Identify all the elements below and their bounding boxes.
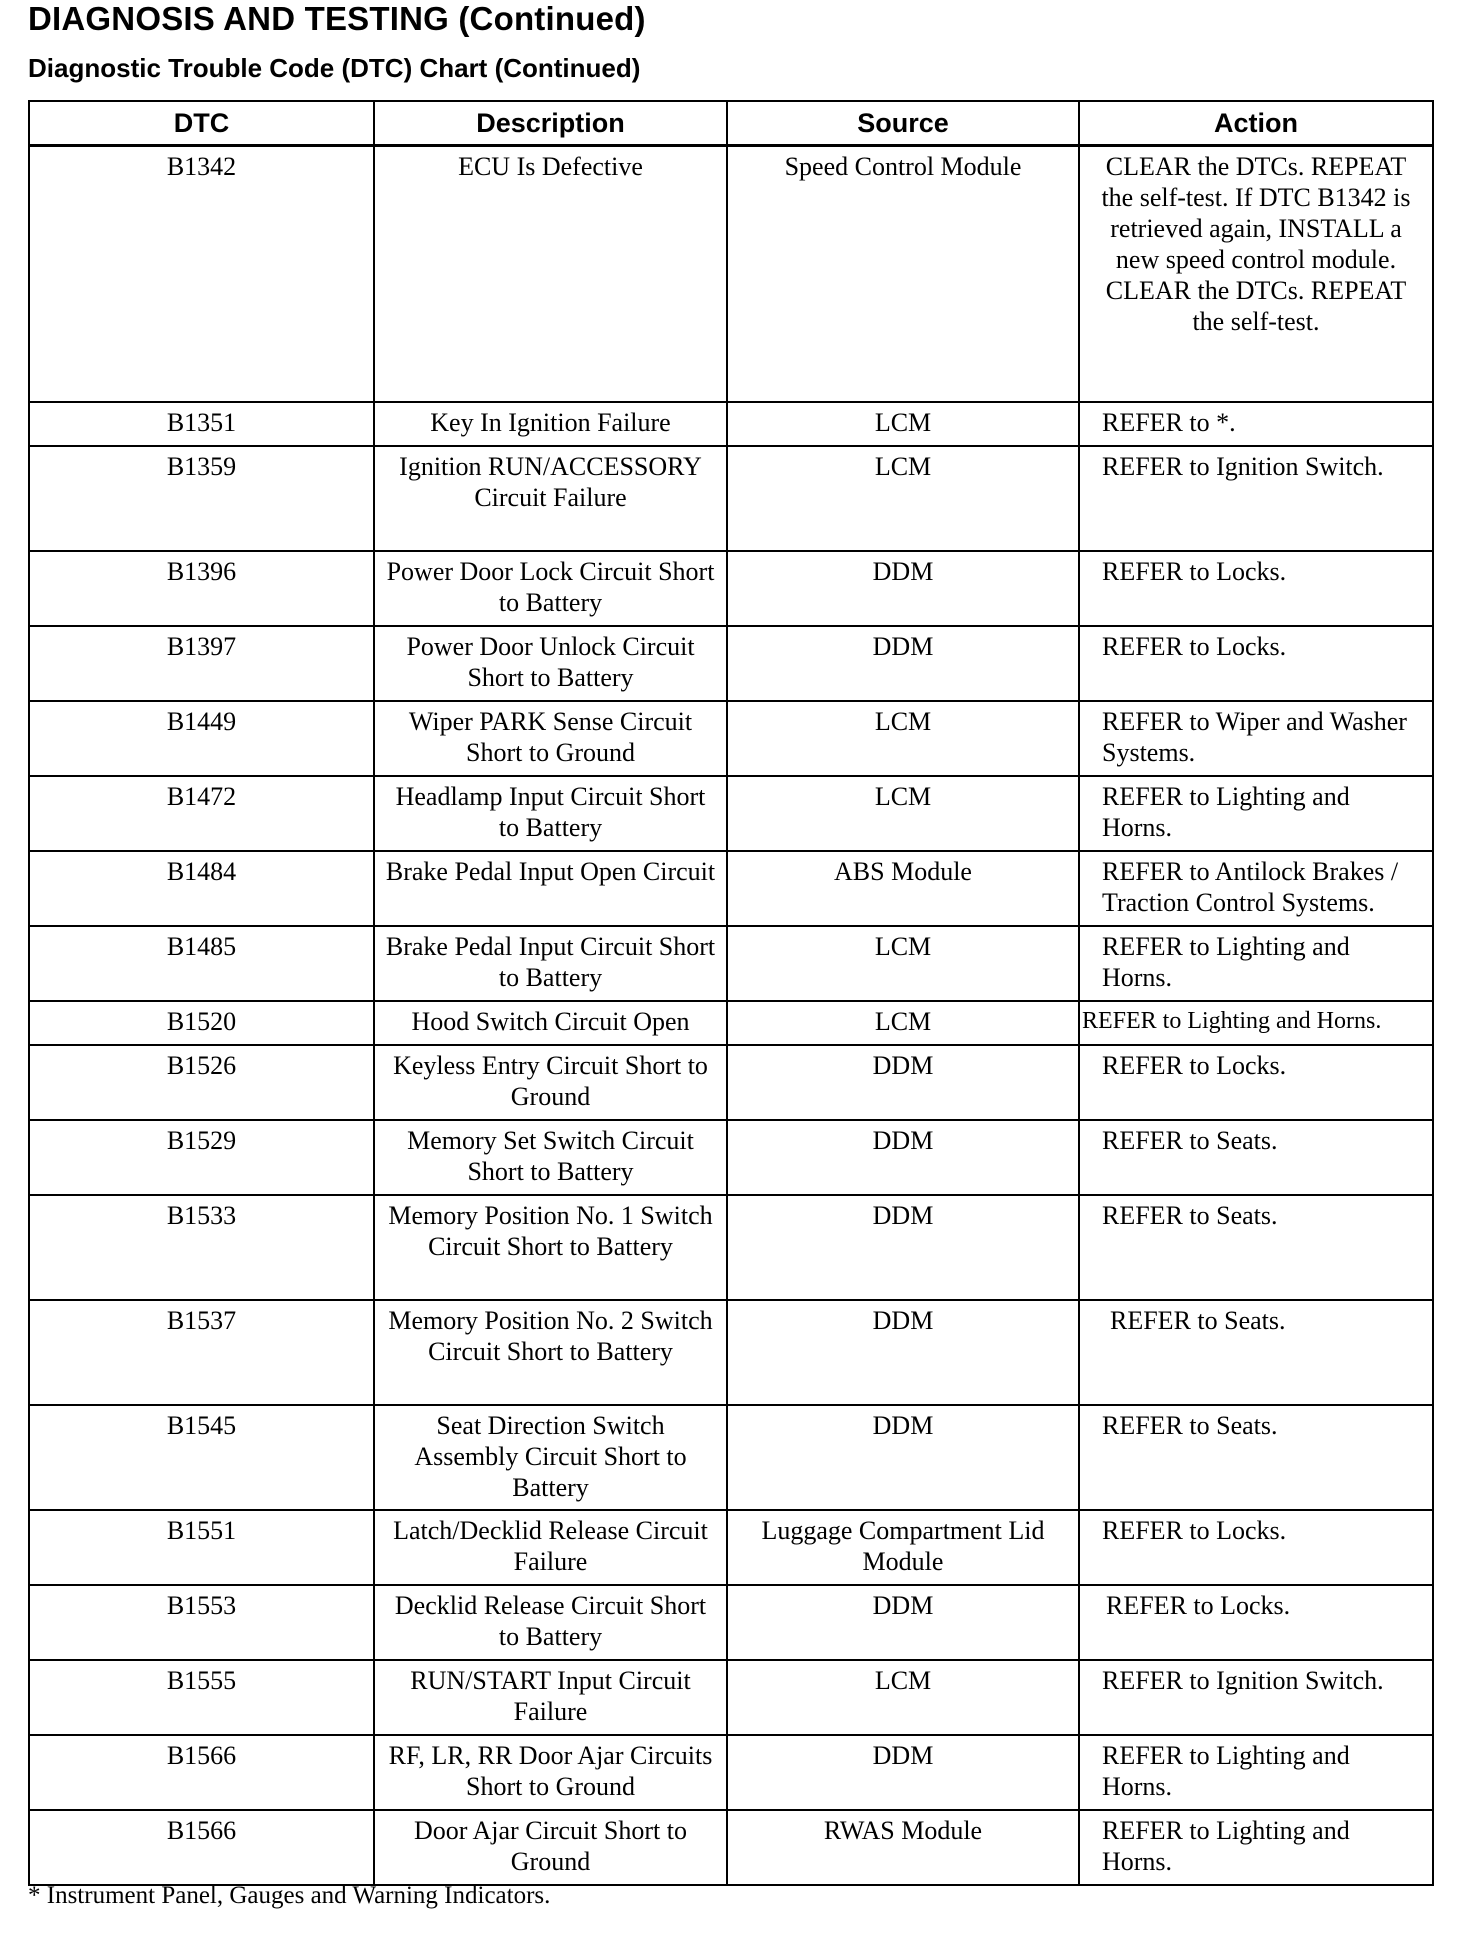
column-header-dtc: DTC xyxy=(29,101,374,146)
description-cell: Power Door Lock Circuit Short to Battery xyxy=(374,551,727,626)
description-cell: Keyless Entry Circuit Short to Ground xyxy=(374,1045,727,1120)
table-header-row xyxy=(29,101,1433,146)
description-cell: Memory Position No. 2 Switch Circuit Short to Battery xyxy=(374,1300,727,1405)
action-cell: REFER to Wiper and Washer Systems. xyxy=(1079,701,1433,776)
dtc-code-cell: B1566 xyxy=(29,1735,374,1810)
table-row xyxy=(29,446,1433,551)
description-cell: RF, LR, RR Door Ajar Circuits Short to Ground xyxy=(374,1735,727,1810)
action-cell: REFER to Antilock Brakes / Traction Control Systems. xyxy=(1079,851,1433,926)
source-cell: RWAS Module xyxy=(727,1810,1079,1885)
table-row xyxy=(29,1660,1433,1735)
description-cell: Power Door Unlock Circuit Short to Battery xyxy=(374,626,727,701)
source-cell: DDM xyxy=(727,1195,1079,1300)
source-cell: LCM xyxy=(727,926,1079,1001)
description-cell: Memory Set Switch Circuit Short to Battery xyxy=(374,1120,727,1195)
description-cell: Door Ajar Circuit Short to Ground xyxy=(374,1810,727,1885)
page-title: DIAGNOSIS AND TESTING (Continued) xyxy=(28,0,646,37)
description-cell: Brake Pedal Input Circuit Short to Battery xyxy=(374,926,727,1001)
action-cell: REFER to Locks. xyxy=(1079,626,1433,701)
footnote: * Instrument Panel, Gauges and Warning Indicators. xyxy=(28,1882,551,1909)
action-cell: REFER to Lighting and Horns. xyxy=(1079,1001,1433,1045)
dtc-code-cell: B1529 xyxy=(29,1120,374,1195)
table-row xyxy=(29,626,1433,701)
source-cell: Speed Control Module xyxy=(727,146,1079,402)
action-cell: REFER to Lighting and Horns. xyxy=(1079,776,1433,851)
action-cell: REFER to Lighting and Horns. xyxy=(1079,926,1433,1001)
source-cell: LCM xyxy=(727,776,1079,851)
dtc-chart-table xyxy=(28,100,1434,1886)
description-cell: Seat Direction Switch Assembly Circuit Short to Battery xyxy=(374,1405,727,1510)
source-cell: LCM xyxy=(727,446,1079,551)
dtc-code-cell: B1359 xyxy=(29,446,374,551)
table-row xyxy=(29,701,1433,776)
description-cell: RUN/START Input Circuit Failure xyxy=(374,1660,727,1735)
action-cell: REFER to Ignition Switch. xyxy=(1079,1660,1433,1735)
action-cell: REFER to *. xyxy=(1079,402,1433,446)
table-row xyxy=(29,1510,1433,1585)
dtc-code-cell: B1472 xyxy=(29,776,374,851)
table-row xyxy=(29,1300,1433,1405)
source-cell: DDM xyxy=(727,1300,1079,1405)
dtc-code-cell: B1485 xyxy=(29,926,374,1001)
action-cell: REFER to Locks. xyxy=(1079,1510,1433,1585)
source-cell: ABS Module xyxy=(727,851,1079,926)
action-cell: REFER to Ignition Switch. xyxy=(1079,446,1433,551)
source-cell: DDM xyxy=(727,626,1079,701)
action-cell: CLEAR the DTCs. REPEAT the self-test. If DTC B1342 is retrieved again, INSTALL a new speed control module. CLEAR the DTCs. REPEAT the self-test. xyxy=(1079,146,1433,402)
dtc-code-cell: B1533 xyxy=(29,1195,374,1300)
table-row xyxy=(29,1195,1433,1300)
source-cell: LCM xyxy=(727,1001,1079,1045)
action-cell: REFER to Seats. xyxy=(1079,1195,1433,1300)
dtc-code-cell: B1555 xyxy=(29,1660,374,1735)
description-cell: Memory Position No. 1 Switch Circuit Short to Battery xyxy=(374,1195,727,1300)
dtc-code-cell: B1449 xyxy=(29,701,374,776)
dtc-code-cell: B1537 xyxy=(29,1300,374,1405)
description-cell: ECU Is Defective xyxy=(374,146,727,402)
dtc-code-cell: B1351 xyxy=(29,402,374,446)
description-cell: Brake Pedal Input Open Circuit xyxy=(374,851,727,926)
action-cell: REFER to Locks. xyxy=(1079,1585,1433,1660)
description-cell: Wiper PARK Sense Circuit Short to Ground xyxy=(374,701,727,776)
source-cell: DDM xyxy=(727,1120,1079,1195)
table-row xyxy=(29,1120,1433,1195)
source-cell: LCM xyxy=(727,402,1079,446)
table-row xyxy=(29,1001,1433,1045)
description-cell: Key In Ignition Failure xyxy=(374,402,727,446)
section-subtitle: Diagnostic Trouble Code (DTC) Chart (Continued) xyxy=(28,53,641,83)
description-cell: Decklid Release Circuit Short to Battery xyxy=(374,1585,727,1660)
table-row xyxy=(29,1405,1433,1510)
action-cell: REFER to Seats. xyxy=(1079,1120,1433,1195)
description-cell: Hood Switch Circuit Open xyxy=(374,1001,727,1045)
source-cell: LCM xyxy=(727,1660,1079,1735)
action-cell: REFER to Locks. xyxy=(1079,551,1433,626)
column-header-source: Source xyxy=(727,101,1079,146)
source-cell: DDM xyxy=(727,1735,1079,1810)
table-row xyxy=(29,1045,1433,1120)
action-cell: REFER to Lighting and Horns. xyxy=(1079,1735,1433,1810)
source-cell: DDM xyxy=(727,1045,1079,1120)
dtc-code-cell: B1520 xyxy=(29,1001,374,1045)
action-cell: REFER to Lighting and Horns. xyxy=(1079,1810,1433,1885)
action-cell: REFER to Seats. xyxy=(1079,1300,1433,1405)
source-cell: DDM xyxy=(727,1585,1079,1660)
description-cell: Ignition RUN/ACCESSORY Circuit Failure xyxy=(374,446,727,551)
table-row xyxy=(29,926,1433,1001)
dtc-code-cell: B1526 xyxy=(29,1045,374,1120)
dtc-code-cell: B1553 xyxy=(29,1585,374,1660)
source-cell: DDM xyxy=(727,1405,1079,1510)
table-row xyxy=(29,776,1433,851)
dtc-code-cell: B1397 xyxy=(29,626,374,701)
description-cell: Headlamp Input Circuit Short to Battery xyxy=(374,776,727,851)
column-header-action: Action xyxy=(1079,101,1433,146)
table-row xyxy=(29,551,1433,626)
table-row xyxy=(29,402,1433,446)
action-cell: REFER to Locks. xyxy=(1079,1045,1433,1120)
action-cell: REFER to Seats. xyxy=(1079,1405,1433,1510)
source-cell: Luggage Compartment Lid Module xyxy=(727,1510,1079,1585)
table-row xyxy=(29,1735,1433,1810)
table-row xyxy=(29,851,1433,926)
table-row xyxy=(29,1810,1433,1885)
source-cell: DDM xyxy=(727,551,1079,626)
column-header-description: Description xyxy=(374,101,727,146)
dtc-code-cell: B1566 xyxy=(29,1810,374,1885)
dtc-code-cell: B1551 xyxy=(29,1510,374,1585)
table-row xyxy=(29,146,1433,402)
dtc-code-cell: B1396 xyxy=(29,551,374,626)
description-cell: Latch/Decklid Release Circuit Failure xyxy=(374,1510,727,1585)
dtc-code-cell: B1545 xyxy=(29,1405,374,1510)
dtc-code-cell: B1484 xyxy=(29,851,374,926)
source-cell: LCM xyxy=(727,701,1079,776)
dtc-code-cell: B1342 xyxy=(29,146,374,402)
table-row xyxy=(29,1585,1433,1660)
